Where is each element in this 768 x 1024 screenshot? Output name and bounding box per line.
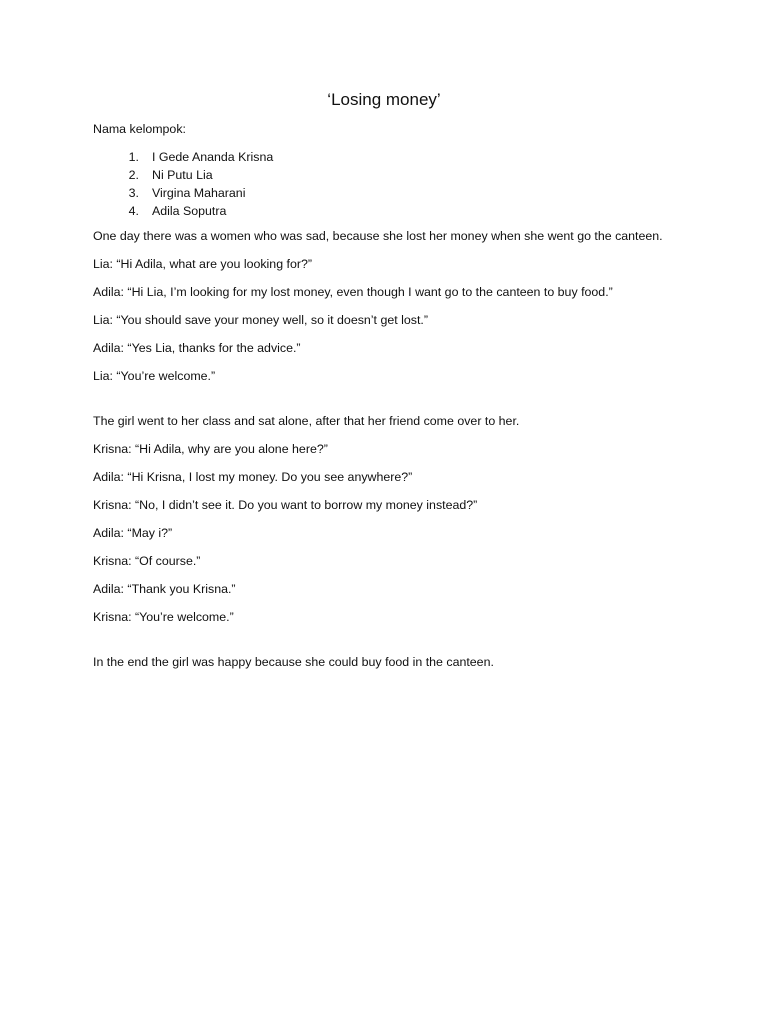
dialog-line: Lia: “Hi Adila, what are you looking for?” [93,257,313,271]
document-title: ‘Losing money’ [327,90,441,109]
document-body [93,120,674,681]
member-name: Virgina Maharani [152,186,246,200]
dialog-line: Adila: “May i?” [93,526,173,540]
dialog-line: Krisna: “No, I didn’t see it. Do you want to borrow my money instead?” [93,498,478,512]
dialog-line: Krisna: “Hi Adila, why are you alone here?” [93,442,328,456]
dialog-line: Adila: “Hi Lia, I’m looking for my lost money, even though I want go to the canteen to buy food.” [93,285,613,299]
member-number: 4. [128,204,139,218]
group-label: Nama kelompok: [93,122,186,136]
dialog-line: Adila: “Yes Lia, thanks for the advice.” [93,341,301,355]
member-item [93,148,674,166]
member-name: I Gede Ananda Krisna [152,150,274,164]
blank-line [93,395,674,412]
dialog-line: Lia: “You’re welcome.” [93,369,216,383]
dialog-line: Adila: “Hi Krisna, I lost my money. Do you see anywhere?” [93,470,413,484]
member-number: 2. [128,168,139,182]
dialog-line: Krisna: “Of course.” [93,554,201,568]
member-number: 1. [128,150,139,164]
member-number: 3. [128,186,139,200]
member-list [93,148,674,220]
blank-line [93,636,674,653]
member-name: Adila Soputra [152,204,227,218]
member-item [93,184,674,202]
member-name: Ni Putu Lia [152,168,213,182]
transition-paragraph: The girl went to her class and sat alone, after that her friend come over to her. [93,414,520,428]
dialog-line: Krisna: “You’re welcome.” [93,610,234,624]
member-item [93,202,674,220]
member-item [93,166,674,184]
dialog-line: Adila: “Thank you Krisna.” [93,582,236,596]
intro-paragraph: One day there was a women who was sad, because she lost her money when she went go the canteen. [93,229,663,243]
dialog-line: Lia: “You should save your money well, so it doesn’t get lost.” [93,313,428,327]
ending-paragraph: In the end the girl was happy because she could buy food in the canteen. [93,655,494,669]
